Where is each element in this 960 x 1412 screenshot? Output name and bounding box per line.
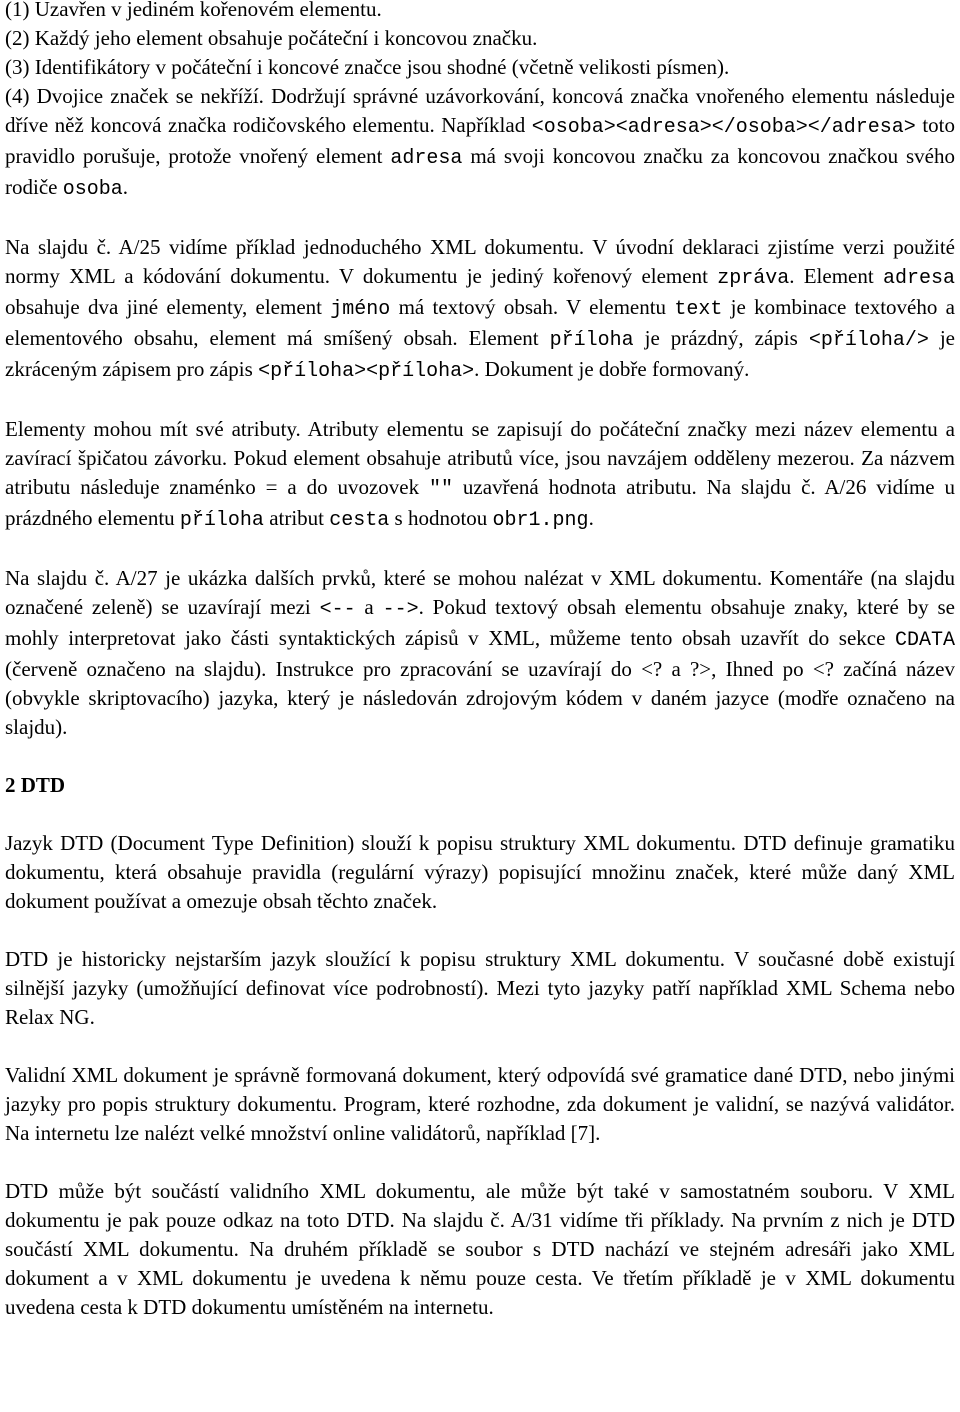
paragraph-dtd-history: DTD je historicky nejstarším jazyk sloužící k popisu struktury XML dokumentu. V současné době existují silnější jazyky (umožňující definovat více podrobností). Mezi tyto jazyky patří například XML Schema nebo Relax NG. bbox=[5, 947, 955, 1029]
paragraph-wellformed-rules bbox=[5, 0, 955, 204]
text-run: Na slajdu č. A/27 je ukázka dalších prvků, které se mohou nalézat v XML dokumentu. Komentáře (na slajdu označené zeleně) se uzavírají mezi bbox=[5, 566, 955, 619]
inline-code: cesta bbox=[329, 509, 390, 532]
section-heading-dtd: 2 DTD bbox=[5, 773, 66, 797]
inline-code: jméno bbox=[330, 298, 391, 321]
text-run: s hodnotou bbox=[389, 506, 493, 530]
paragraph-slide-a25 bbox=[5, 233, 955, 386]
text-run: (4) Dvojice značek se nekříží. Dodržují správné uzávorkování, koncová značka vnořeného elementu následuje dříve něž koncová značka rodičovského elementu. Například bbox=[5, 84, 955, 137]
inline-code: <příloha/> bbox=[808, 329, 929, 352]
text-run: atribut bbox=[263, 506, 330, 530]
text-run: (3) Identifikátory v počáteční i koncové značce jsou shodné (včetně velikosti písmen). bbox=[5, 55, 730, 79]
text-run: uzavřená hodnota atributu. Na slajdu č. A/26 vidíme u prázdného elementu bbox=[5, 475, 955, 530]
paragraph-dtd-intro: Jazyk DTD (Document Type Definition) slouží k popisu struktury XML dokumentu. DTD definuje gramatiku dokumentu, která obsahuje pravidla (regulární výrazy) popisující množinu značek, které může daný XML dokument používat a omezuje obsah těchto značek. bbox=[5, 831, 955, 913]
text-run: obsahuje dva jiné elementy, element bbox=[5, 295, 331, 319]
text-run: . Element bbox=[789, 264, 883, 288]
inline-code: text bbox=[674, 298, 723, 321]
text-run: je prázdný, zápis bbox=[633, 326, 809, 350]
inline-code: příloha bbox=[179, 509, 264, 532]
inline-code: <osoba><adresa></osoba></adresa> bbox=[531, 116, 916, 139]
text-run: (1) Uzavřen v jediném kořenovém elementu. bbox=[5, 0, 382, 21]
text-run: a bbox=[355, 595, 383, 619]
inline-code: adresa bbox=[390, 147, 463, 170]
text-run: Elementy mohou mít své atributy. Atributy elementu se zapisují do počáteční značky mezi název elementu a zavírací špičatou závorku. Pokud element obsahuje atributů více, jsou navzájem odděleny mezerou. Za názvem atributu následuje znaménko = a do uvozovek bbox=[5, 417, 955, 499]
inline-code: osoba bbox=[62, 178, 123, 201]
text-run: . Dokument je dobře formovaný. bbox=[474, 357, 750, 381]
inline-code: <-- bbox=[319, 598, 356, 621]
inline-code: --> bbox=[382, 598, 419, 621]
inline-code: obr1.png bbox=[492, 509, 589, 532]
paragraph-dtd-placement: DTD může být součástí validního XML dokumentu, ale může být také v samostatném souboru. V XML dokumentu je pak pouze odkaz na toto DTD. Na slajdu č. A/31 vidíme tři příklady. Na prvním z nich je DTD součástí XML dokumentu. Na druhém příkladě se soubor s DTD nachází ve stejném adresáři jako XML dokument a v XML dokumentu je uvedena k němu pouze cesta. Ve třetím příkladě je v XML dokumentu uvedena cesta k DTD dokumentu umístěném na internetu. bbox=[5, 1179, 955, 1319]
inline-code: zpráva bbox=[717, 267, 790, 290]
text-run: Na slajdu č. A/25 vidíme příklad jednoduchého XML dokumentu. V úvodní deklaraci zjistíme verzi použité normy XML a kódování dokumentu. V dokumentu je jediný kořenový element bbox=[5, 235, 955, 288]
text-run: (červeně označeno na slajdu). Instrukce pro zpracování se uzavírají do <? a ?>, Ihned po <? začíná název (obvykle skriptovacího) jazyka, který je následován zdrojovým kódem v daném jazyce (modře označeno na slajdu). bbox=[5, 657, 955, 739]
inline-code: příloha bbox=[549, 329, 634, 352]
paragraph-attributes bbox=[5, 415, 955, 535]
inline-code: <příloha><příloha> bbox=[258, 360, 475, 383]
inline-code: adresa bbox=[882, 267, 955, 290]
text-run: (2) Každý jeho element obsahuje počáteční i koncovou značku. bbox=[5, 26, 538, 50]
text-run: toto pravidlo porušuje, protože vnořený element bbox=[5, 113, 955, 168]
paragraph-valid-xml: Validní XML dokument je správně formovaná dokument, který odpovídá své gramatice dané DTD, nebo jinými jazyky pro popis struktury dokumentu. Program, které rozhodne, zda dokument je validní, se nazývá validátor. Na internetu lze nalézt velké množství online validátorů, například [7]. bbox=[5, 1063, 955, 1145]
inline-code: "" bbox=[429, 478, 454, 501]
text-run: má textový obsah. V elementu bbox=[390, 295, 675, 319]
paragraph-slide-a27 bbox=[5, 564, 955, 742]
text-run: je kombinace textového a elementového obsahu, element má smíšený obsah. Element bbox=[5, 295, 955, 350]
text-run: má svoji koncovou značku za koncovou značkou svého rodiče bbox=[5, 144, 955, 199]
text-run: . Pokud textový obsah elementu obsahuje znaky, které by se mohly interpretovat jako části syntaktických zápisů v XML, můžeme tento obsah uzavřít do sekce bbox=[5, 595, 955, 650]
text-run: je zkráceným zápisem pro zápis bbox=[5, 326, 955, 381]
inline-code: CDATA bbox=[894, 629, 955, 652]
text-run: . bbox=[122, 175, 128, 199]
text-run: . bbox=[588, 506, 594, 530]
